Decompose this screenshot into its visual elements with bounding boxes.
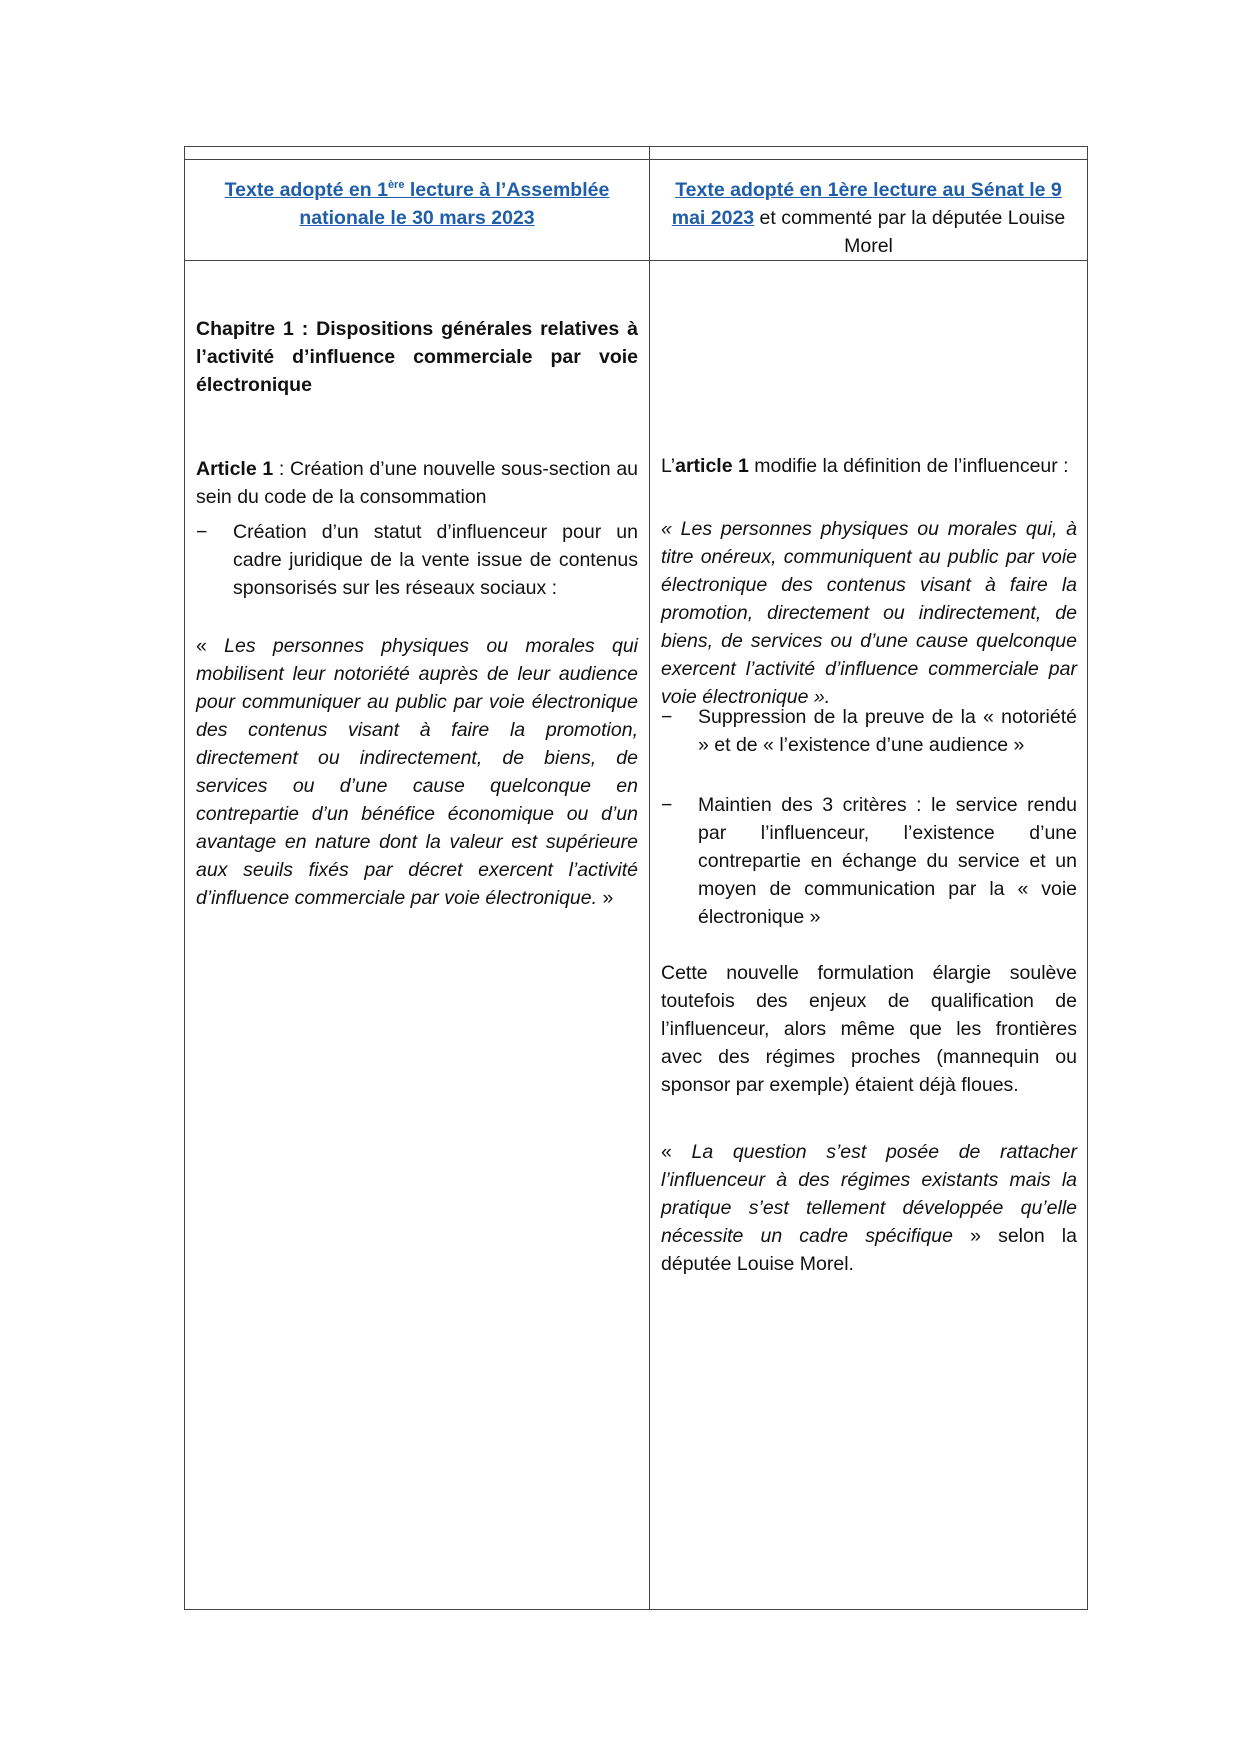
list-item (661, 703, 1077, 759)
bullet-text: Création d’un statut d’influenceur pour un cadre juridique de la vente issue de contenus sponsorisés sur les réseaux sociaux : (233, 521, 638, 599)
header-cell-left (185, 160, 650, 261)
table-header-row (185, 160, 1088, 261)
article-1-text: : Création d’une nouvelle sous-section au sein du code de la consommation (196, 458, 639, 508)
body-cell-left (185, 261, 650, 1610)
right-title-rest: et commenté par la députée Louise Morel (754, 207, 1066, 257)
header-cell-right (650, 160, 1088, 261)
left-title-sup: ère (387, 179, 405, 191)
quote-text: Les personnes physiques ou morales qui mobilisent leur notoriété auprès de leur audience pour communiquer au public par voie électronique des contenus visant à faire la promotion, directement ou indirectement, de biens, de services ou d’une cause quelconque en contrepartie d’un bénéfice économique ou d’un avantage en nature dont la valeur est supérieure aux seuils fixés par décret exercent l’activité d’influence commerciale par voie électronique. (196, 635, 638, 909)
spacer-cell-left (185, 147, 650, 160)
bullet-text: Maintien des 3 critères : le service rendu par l’influenceur, l’existence d’une contrepartie en échange du service et un moyen de communication par la « voie électronique » (698, 794, 1077, 928)
bullet-text: Suppression de la preuve de la « notoriété » et de « l’existence d’une audience » (698, 706, 1077, 756)
quote-close: » (597, 887, 614, 909)
table-body-row (185, 261, 1088, 1610)
assemblee-text-link[interactable] (225, 179, 610, 229)
article-1-intro (661, 452, 1077, 480)
intro-before: L’ (661, 455, 676, 477)
deputy-citation (661, 1138, 1077, 1278)
citation-after: » selon la députée Louise Morel. (661, 1225, 1077, 1275)
left-title-part2: lecture à l’Assemblée nationale le 30 mars 2023 (299, 179, 610, 229)
analysis-paragraph: Cette nouvelle formulation élargie soulève toutefois des enjeux de qualification de l’influenceur, alors même que les frontières avec des régimes proches (mannequin ou sponsor par exemple) étaient déjà floues. (661, 962, 1077, 1096)
list-item (196, 518, 638, 602)
dash-bullet: − (661, 794, 673, 816)
quote-open: « (196, 635, 225, 657)
intro-after: modifie la définition de l’influenceur : (748, 455, 1069, 477)
left-title-part1: Texte adopté en 1 (224, 179, 388, 201)
list-item (661, 791, 1077, 931)
comparison-table (184, 146, 1088, 1610)
table-spacer-row (185, 147, 1088, 160)
intro-bold: article 1 (675, 455, 749, 477)
citation-italic: La question s’est posée de rattacher l’influenceur à des régimes existants mais la pratique s’est tellement développée qu’elle nécessite un cadre spécifique (661, 1141, 1078, 1247)
dash-bullet: − (196, 521, 208, 543)
body-cell-right (650, 261, 1088, 1610)
senate-definition-quote: « Les personnes physiques ou morales qui, à titre onéreux, communiquent au public par voie électronique des contenus visant à faire la promotion, directement ou indirectement, de biens, de services ou d’une cause quelconque exercent l’activité d’influence commerciale par voie électronique ». (661, 518, 1077, 708)
article-1-heading (196, 455, 638, 511)
spacer-cell-right (650, 147, 1088, 160)
dash-bullet: − (661, 706, 673, 728)
senat-text-link[interactable]: Texte adopté en 1ère lecture au Sénat le 9 mai 2023 (671, 179, 1062, 229)
definition-quote (196, 632, 638, 912)
chapter-heading: Chapitre 1 : Dispositions générales relatives à l’activité d’influence commerciale par voie électronique (196, 318, 638, 396)
citation-open: « (661, 1141, 692, 1163)
article-1-label: Article 1 (196, 458, 274, 480)
